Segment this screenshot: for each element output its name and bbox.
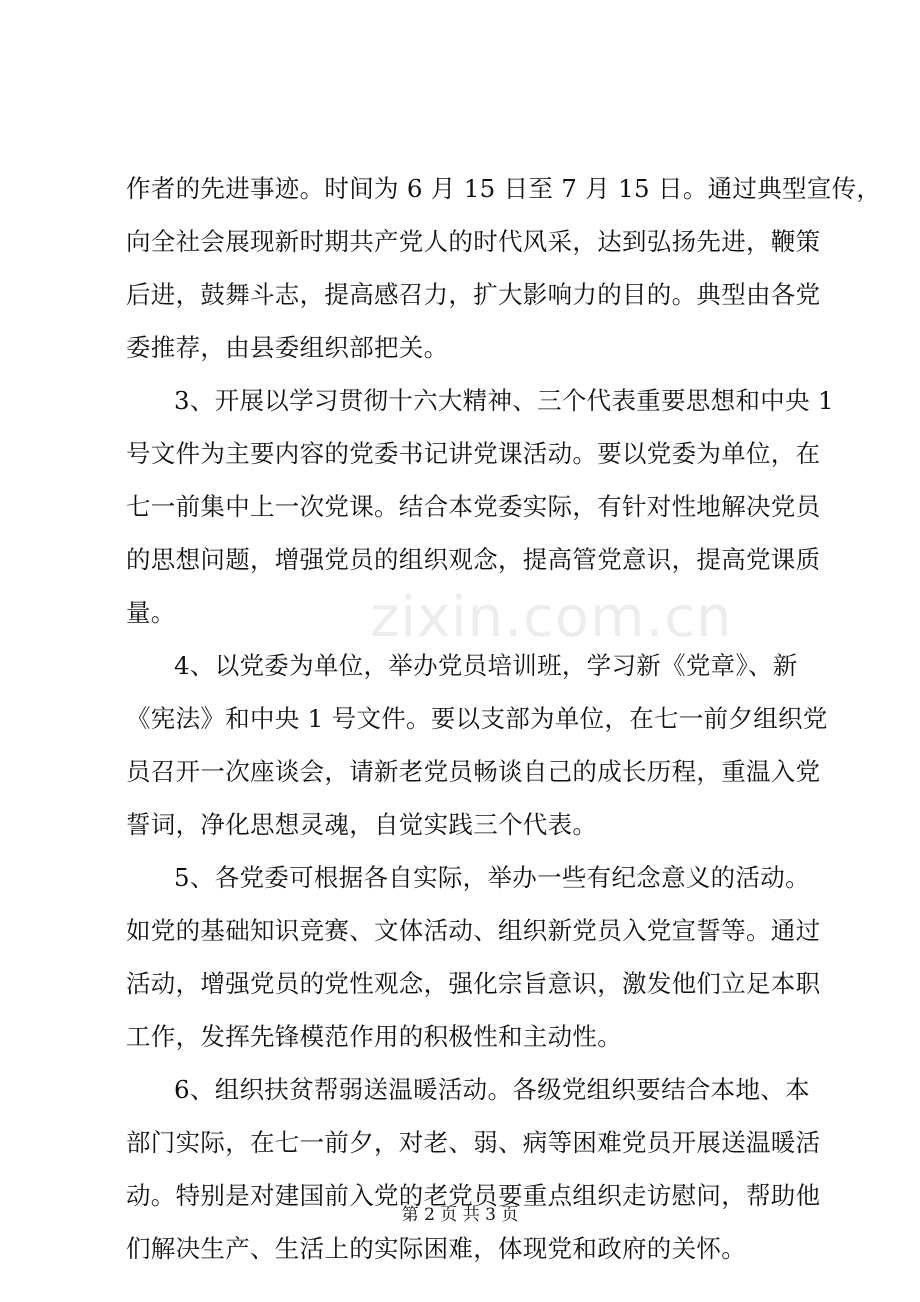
- watermark: zixin.com.cn: [370, 585, 733, 650]
- paragraph-5-first-line: 5、各党委可根据各自实际，举办一些有纪念意义的活动。: [174, 863, 810, 892]
- text-line: 工作，发挥先锋模范作用的积极性和主动性。: [126, 1022, 622, 1051]
- text-line: 号文件为主要内容的党委书记讲党课活动。要以党委为单位，在: [126, 439, 821, 468]
- text-line: 们解决生产、生活上的实际困难，体现党和政府的关怀。: [126, 1234, 746, 1263]
- text-line: 七一前集中上一次党课。结合本党委实际，有针对性地解决党员: [126, 492, 821, 521]
- text-line: 作者的先进事迹。时间为 6 月 15 日至 7 月 15 日。通过典型宣传，: [126, 174, 882, 203]
- text-line: 誓词，净化思想灵魂，自觉实践三个代表。: [126, 810, 598, 839]
- text-line: 量。: [126, 598, 176, 627]
- text-line: 的思想问题，增强党员的组织观念，提高管党意识，提高党课质: [126, 545, 821, 574]
- document-body: [126, 162, 882, 1275]
- paragraph-6-first-line: 6、组织扶贫帮弱送温暖活动。各级党组织要结合本地、本: [174, 1075, 810, 1104]
- text-line: 向全社会展现新时期共产党人的时代风采，达到弘扬先进，鞭策: [126, 227, 821, 256]
- text-line: 《宪法》和中央 1 号文件。要以支部为单位，在七一前夕组织党: [126, 704, 828, 733]
- text-line: 如党的基础知识竞赛、文体活动、组织新党员入党宣誓等。通过: [126, 916, 821, 945]
- paragraph-3-first-line: 3、开展以学习贯彻十六大精神、三个代表重要思想和中央 1: [174, 386, 834, 415]
- text-line: 部门实际，在七一前夕，对老、弱、病等困难党员开展送温暖活: [126, 1128, 821, 1157]
- text-line: 委推荐，由县委组织部把关。: [126, 333, 449, 362]
- page-footer: 第 2 页 共 3 页: [401, 1205, 519, 1225]
- text-line: 后进，鼓舞斗志，提高感召力，扩大影响力的目的。典型由各党: [126, 280, 821, 309]
- text-line: 员召开一次座谈会，请新老党员畅谈自己的成长历程，重温入党: [126, 757, 821, 786]
- text-line: 活动，增强党员的党性观念，强化宗旨意识，激发他们立足本职: [126, 969, 821, 998]
- paragraph-4-first-line: 4、以党委为单位，举办党员培训班，学习新《党章》、新: [174, 651, 798, 680]
- text-line: 动。特别是对建国前入党的老党员要重点组织走访慰问，帮助他: [126, 1181, 821, 1210]
